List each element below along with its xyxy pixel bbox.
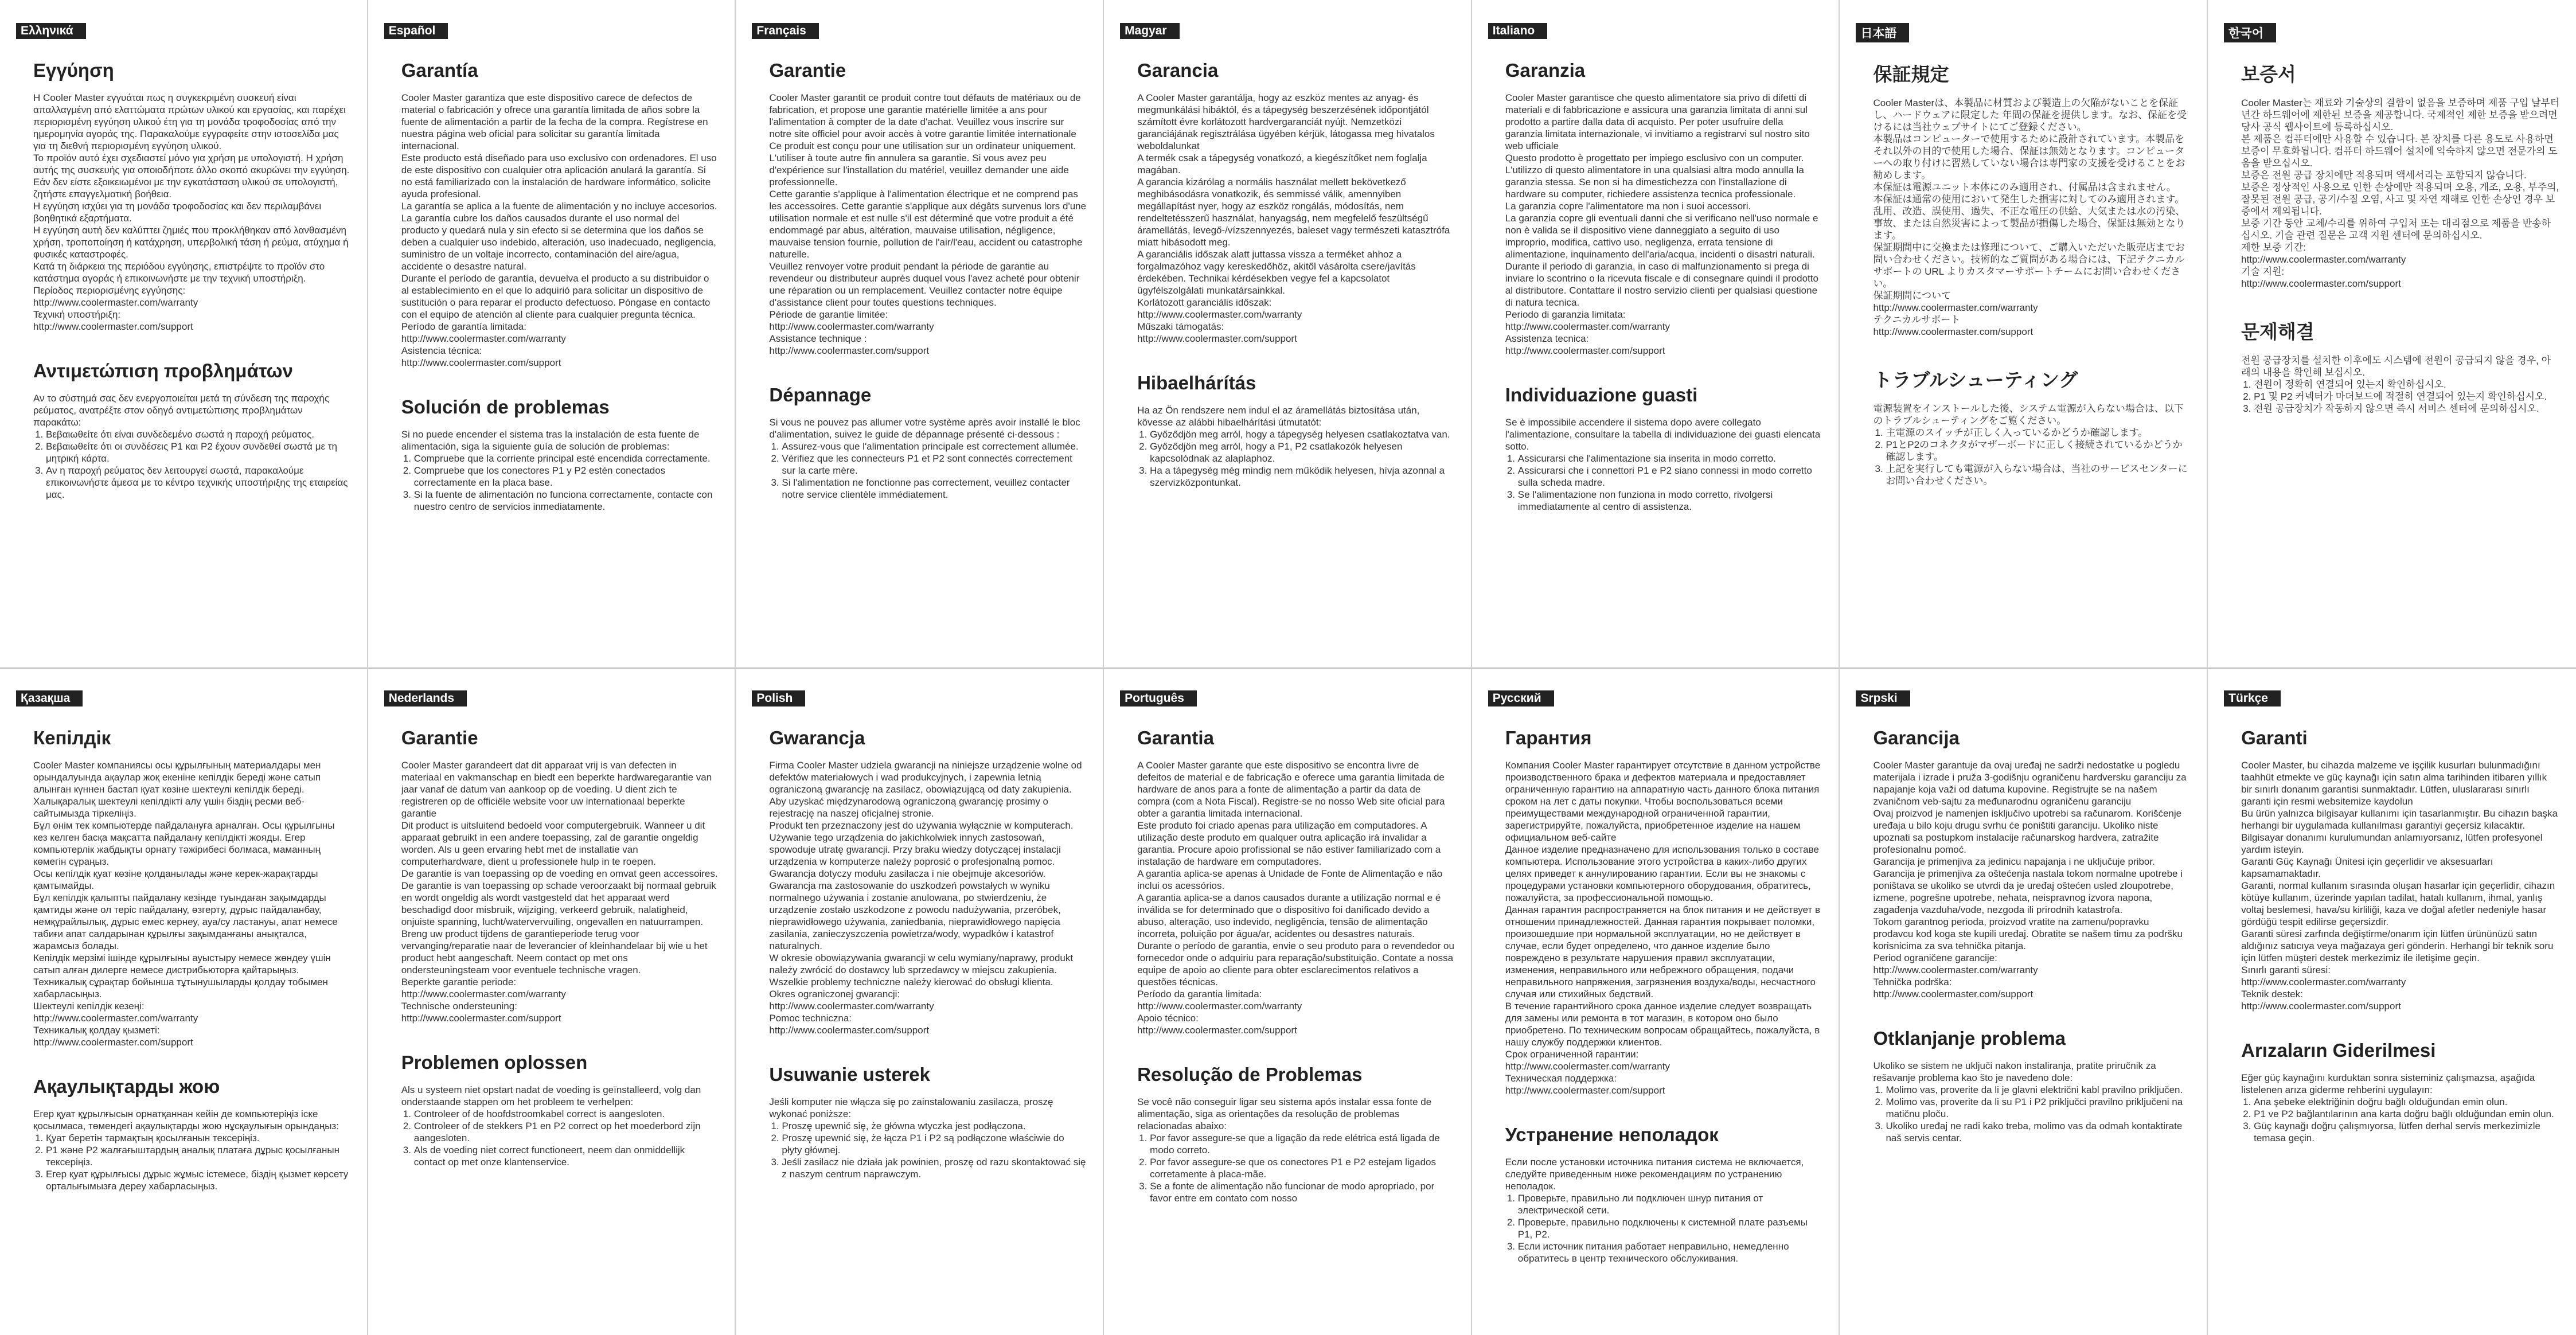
troubleshooting-step: 3. Αν η παροχή ρεύματος δεν λειτουργεί σωστά, παρακαλούμε επικοινωνήστε άμεσα με το κέντρο τεχνικής υποστήριξης της εταιρείας μας. [46, 464, 351, 501]
troubleshooting-steps [769, 1120, 1087, 1180]
language-tab: Magyar [1120, 23, 1180, 39]
warranty-title: Garantía [401, 60, 478, 81]
warranty-body: Η Cooler Master εγγυάται πως η συγκεκριμένη συσκευή είναι απαλλαγμένη από ελαττώματα πρώτων υλικού και εργασίας, και παρέχει περιορισμένη εγγύηση υλικού έτη για τη μονάδα τροφοδοσίας από την ημερομηνία αγοράς της. Παρακαλούμε εγγραφείτε στην ιστοσελίδα μας για τη διεθνή περιορισμένη εγγύηση υλικού. Το προϊόν αυτό έχει σχεδιαστεί μόνο για χρήση με υπολογιστή. Η χρήση αυτής της συσκευής για οποιοδήποτε άλλο σκοπό ακυρώνει την εγγύηση. Εάν δεν είστε εξοικειωμένοι με την εγκατάσταση υλικού σε υπολογιστή, ζητήστε επαγγελματική βοήθεια. Η εγγύηση ισχύει για τη μονάδα τροφοδοσίας και δεν περιλαμβάνει βοηθητικά εξαρτήματα. Η εγγύηση αυτή δεν καλύπτει ζημιές που προκλήθηκαν από λανθασμένη χρήση, τροποποίηση ή κατάχρηση, υπερβολική τάση ή ρεύμα, ατύχημα ή φυσικές καταστροφές. Κατά τη διάρκεια της περιόδου εγγύησης, επιστρέψτε το προϊόν στο κατάστημα αγοράς ή επικοινωνήστε με την τεχνική υποστήριξη. [33, 92, 350, 284]
troubleshooting-steps [1505, 452, 1823, 513]
language-column [736, 668, 1104, 1335]
language-tab: Ελληνικά [16, 23, 86, 39]
language-column [1104, 0, 1472, 668]
troubleshooting-step: 3. Ukoliko uređaj ne radi kako treba, molimo vas da odmah kontaktirate naš servis centar. [1886, 1120, 2191, 1144]
troubleshooting-steps [2241, 378, 2560, 415]
support-label: Assistance technique : [769, 333, 867, 344]
warranty-title: Garantia [1137, 727, 1214, 748]
troubleshooting-intro: Ukoliko se sistem ne uključi nakon instaliranja, pratite priručnik za rešavanje problema kao što je navedeno dole: [1873, 1060, 2159, 1083]
warranty-period-label: Period ograničene garancije: [1873, 953, 1997, 963]
warranty-url[interactable]: http://www.coolermaster.com/warranty [2241, 977, 2406, 987]
support-url[interactable]: http://www.coolermaster.com/support [2241, 1001, 2401, 1012]
troubleshooting-step: 2. Controleer of de stekkers P1 en P2 correct op het moederbord zijn aangesloten. [414, 1120, 719, 1144]
warranty-period-label: Sınırlı garanti süresi: [2241, 965, 2331, 975]
troubleshooting-steps [1873, 427, 2191, 487]
support-url[interactable]: http://www.coolermaster.com/support [2241, 278, 2401, 289]
troubleshooting-step: 1. Assicurarsi che l'alimentazione sia inserita in modo corretto. [1518, 452, 1823, 464]
support-label: Teknik destek: [2241, 989, 2303, 1000]
troubleshooting-step: 2. P1 ve P2 bağlantılarının ana karta doğru bağlı olduğundan emin olun. [2254, 1108, 2560, 1120]
warranty-title: Garancia [1137, 60, 1219, 81]
troubleshooting-steps [1137, 1132, 1455, 1204]
language-column [368, 0, 736, 668]
troubleshooting-step: 1. Ana şebeke elektriğinin doğru bağlı olduğundan emin olun. [2254, 1096, 2560, 1108]
language-column [0, 0, 368, 668]
troubleshooting-step: 2. P1 및 P2 커넥터가 마더보드에 적절히 연결되어 있는지 확인하십시오. [2254, 391, 2560, 403]
support-label: Техническая поддержка: [1505, 1073, 1617, 1084]
warranty-url[interactable]: http://www.coolermaster.com/warranty [769, 321, 934, 332]
troubleshooting-step: 2. Molimo vas, proverite da li su P1 i P2 priključci pravilno priključeni na matičnu ploču. [1886, 1096, 2191, 1120]
warranty-body: A Cooler Master garante que este dispositivo se encontra livre de defeitos de material e de fabricação e oferece uma garantia limitada de hardware de anos para a fonte de alimentação a partir da data de compra (com a Nota Fiscal). Registre-se no nosso Web site oficial para obter a garantia limitada internacional. Este produto foi criado apenas para utilização em computadores. A utilização deste produto em qualquer outra aplicação irá invalidar a garantia. Procure apoio profissional se não estiver familiarizado com a instalação de hardware em computadores. A garantia aplica-se apenas à Unidade de Fonte de Alimentação e não inclui os acessórios. A garantia aplica-se a danos causados durante a utilização normal e é inválida se for determinado que o dispositivo foi danificado devido a abuso, alteração, uso indevido, negligência, tensão de alimentação incorreta, poluição por água/ar, acidentes ou desastres naturais. Durante o período de garantia, envie o seu produto para o revendedor ou fornecedor onde o adquiriu para reparação/substituição. Contate a nossa equipe de apoio ao cliente para obter esclarecimentos relativos a questões técnicas. [1137, 760, 1454, 987]
troubleshooting-steps [769, 440, 1087, 501]
troubleshooting-step: 2. Assicurarsi che i connettori P1 e P2 siano connessi in modo corretto sulla scheda madre. [1518, 464, 1823, 489]
troubleshooting-step: 2. Por favor assegure-se que os conectores P1 e P2 estejam ligados corretamente à placa-mãe. [1150, 1156, 1455, 1180]
support-url[interactable]: http://www.coolermaster.com/support [1505, 1085, 1665, 1096]
troubleshooting-title: Solución de problemas [401, 396, 610, 417]
support-label: Τεχνική υποστήριξη: [33, 309, 121, 320]
language-column [0, 668, 368, 1335]
warranty-body: Cooler Master garantuje da ovaj uređaj ne sadrži nedostatke u pogledu materijala i izrade i pruža 3-godišnju ograničenu hardversku garanciju za napajanje koja važi od datuma kupovine. Registrujte se na našem zvaničnom veb-sajtu za međunarodnu ograničenu garanciju Ovaj proizvod je namenjen isključivo upotrebi sa računarom. Korišćenje uređaja u bilo koju drugu svrhu će poništiti garanciju. Ukoliko niste upoznati sa postupkom instalacije računarskog hardvera, zatražite profesionalnu pomoć. Garancija je primenjiva za jedinicu napajanja i ne uključuje pribor. Garancija je primenjiva za oštećenja nastala tokom normalne upotrebe i poništava se ukoliko se utvrdi da je uređaj oštećen usled zloupotrebe, izmene, pogrešne upotrebe, nehata, neispravnog izvora napona, zagađenja vazduha/vode, nezgoda ili prirodnih katastrofa. Tokom garantnog perioda, proizvod vratite na zamenu/popravku prodavcu kod koga ste kupili uređaj. Obratite se našem timu za podršku korisnicima za sva tehnička pitanja. [1873, 760, 2187, 951]
support-label: Pomoc techniczna: [769, 1013, 852, 1024]
troubleshooting-title: トラブルシューティング [1873, 369, 2078, 391]
warranty-period-label: Période de garantie limitée: [769, 309, 888, 320]
warranty-body: Cooler Master компаниясы осы құрылғының материалдары мен орындалуында ақаулар жоқ екеніне кепілдік береді және сатып алынған күннен бастап қуат көзіне шектеулі кепілдік береді. Халықаралық шектеулі кепілдікті алу үшін біздің ресми веб-сайтымызда тіркеліңіз. Бұл өнім тек компьютерде пайдалануға арналған. Осы құрылғыны кез келген басқа мақсатта пайдалану кепілдікті жояды. Егер компьютерлік жабдықты орнату тәжірибесі болмаса, маманның көмегін сұраңыз. Осы кепілдік қуат көзіне қолданылады және керек-жарақтарды қамтымайды. Бұл кепілдік қалыпты пайдалану кезінде туындаған зақымдарды қамтиды және ол теріс пайдалану, өзгерту, дұрыс пайдаланбау, немқұрайлылық, дұрыс емес кернеу, ауа/су ластануы, апат немесе табиғи апат салдарынан құрылғы зақымданғаны анықталса, жарамсыз болады. Кепілдік мерзімі ішінде құрылғыны ауыстыру немесе жөндеу үшін сатып алған дилерге немесе дистрибьюторға қайтарыңыз. Техникалық сұрақтар бойынша тұтынушыларды қолдау тобымен хабарласыңыз. [33, 760, 338, 1000]
warranty-url[interactable]: http://www.coolermaster.com/warranty [1505, 321, 1670, 332]
warranty-title: 保証規定 [1873, 64, 1949, 85]
language-tab: Español [384, 23, 448, 39]
warranty-title: Garantie [401, 727, 478, 748]
support-url[interactable]: http://www.coolermaster.com/support [769, 1025, 930, 1036]
warranty-period-label: 제한 보증 기간: [2241, 242, 2306, 253]
language-tab: Italiano [1488, 23, 1548, 39]
warranty-url[interactable]: http://www.coolermaster.com/warranty [401, 333, 566, 344]
warranty-title: Garantie [769, 60, 846, 81]
support-url[interactable]: http://www.coolermaster.com/support [1873, 989, 2034, 1000]
troubleshooting-intro: Егер қуат құрылғысын орнатқаннан кейін де компьютеріңіз іске қосылмаса, төмендегі ақаулықтарды жою нұсқаулығын орындаңыз: [33, 1108, 339, 1131]
language-column [368, 668, 736, 1335]
troubleshooting-step: 3. Ha a tápegység még mindig nem működik helyesen, hívja azonnal a szervizközpontunkat. [1150, 464, 1455, 489]
warranty-url[interactable]: http://www.coolermaster.com/warranty [1137, 1001, 1302, 1012]
troubleshooting-title: Resolução de Problemas [1137, 1064, 1363, 1085]
warranty-title: Garanti [2241, 727, 2308, 748]
bottom-row [0, 668, 2576, 1335]
support-url[interactable]: http://www.coolermaster.com/support [33, 1037, 193, 1048]
troubleshooting-step: 3. 전원 공급장치가 작동하지 않으면 즉시 서비스 센터에 문의하십시오. [2254, 403, 2560, 415]
troubleshooting-intro: 전원 공급장치를 설치한 이후에도 시스템에 전원이 공급되지 않을 경우, 아래의 내용을 확인해 보십시오. [2241, 355, 2551, 378]
warranty-title: Кепілдік [33, 727, 111, 748]
troubleshooting-step: 2. P1 және P2 жалғағыштардың аналық платаға дұрыс қосылғанын тексеріңіз. [46, 1144, 351, 1168]
troubleshooting-intro: Αν το σύστημά σας δεν ενεργοποιείται μετά τη σύνδεση της παροχής ρεύματος, ανατρέξτε στον οδηγό αντιμετώπισης προβλημάτων παρακάτω: [33, 393, 332, 428]
troubleshooting-intro: Jeśli komputer nie włącza się po zainstalowaniu zasilacza, proszę wykonać poniższe: [769, 1096, 1056, 1119]
troubleshooting-step: 1. 전원이 정확히 연결되어 있는지 확인하십시오. [2254, 378, 2560, 391]
warranty-period-label: Período da garantia limitada: [1137, 989, 1262, 1000]
warranty-title: 보증서 [2241, 64, 2296, 85]
troubleshooting-step: 1. Proszę upewnić się, że główna wtyczka jest podłączona. [782, 1120, 1087, 1132]
language-tab: Қазақша [16, 690, 83, 706]
language-column [1840, 0, 2208, 668]
warranty-body: Cooler Masterは、本製品に材質および製造上の欠陥がないことを保証し、ハードウェアに限定した 年間の保証を提供します。なお、保証を受けるには当社ウェブサイトにてご登録ください。 本製品はコンピューターで使用するために設計されています。本製品をそれ以外の目的で使用した場合、保証は無効となります。コンピューターへの取り付けに習熟していない場合は専門家の支援を受けることをお勧めします。 本保証は電源ユニット本体にのみ適用され、付属品は含まれません。 本保証は通常の使用において発生した損害に対してのみ適用されます。乱用、改造、誤使用、過失、不正な電圧の供給、大気または水の汚染、事故、または自然災害によって製品が損傷した場合、保証は無効となります。 保証期間中に交換または修理について、ご購入いただいた販売店までお問い合わせください。技術的なご質問がある場合には、下記テクニカルサポートの URL よりカスタマーサポートチームにお問い合わせください。 [1873, 97, 2187, 289]
troubleshooting-step: 3. Jeśli zasilacz nie działa jak powinien, proszę od razu skontaktować się z naszym centrum naprawczym. [782, 1156, 1087, 1180]
troubleshooting-steps [2241, 1096, 2560, 1144]
troubleshooting-intro: Si vous ne pouvez pas allumer votre système après avoir installé le bloc d'alimentation, suivez le guide de dépannage présenté ci-dessous : [769, 417, 1083, 440]
support-url[interactable]: http://www.coolermaster.com/support [1873, 326, 2034, 337]
warranty-title: Εγγύηση [33, 60, 114, 81]
troubleshooting-title: Ақаулықтарды жою [33, 1076, 220, 1097]
warranty-title: Garanzia [1505, 60, 1586, 81]
troubleshooting-step: 2. Proszę upewnić się, że łącza P1 i P2 są podłączone właściwie do płyty głównej. [782, 1132, 1087, 1156]
warranty-period-label: Шектеулі кепілдік кезеңі: [33, 1001, 145, 1012]
troubleshooting-step: 3. Se a fonte de alimentação não funcionar de modo apropriado, por favor entre em contato com nosso [1150, 1180, 1455, 1204]
troubleshooting-step: 1. Βεβαιωθείτε ότι είναι συνδεδεμένο σωστά η παροχή ρεύματος. [46, 428, 351, 440]
troubleshooting-steps [33, 428, 351, 501]
support-label: テクニカルサポート [1873, 314, 1961, 325]
warranty-period-label: Περίοδος περιορισμένης εγγύησης: [33, 285, 186, 296]
troubleshooting-steps [33, 1132, 351, 1192]
troubleshooting-step: 3. Güç kaynağı doğru çalışmıyorsa, lütfen derhal servis merkezimizle temasa geçin. [2254, 1120, 2560, 1144]
troubleshooting-intro: Ha az Ön rendszere nem indul el az áramellátás biztosítása után, kövesse az alábbi hibaelhárítási útmutatót: [1137, 405, 1423, 428]
language-column [1472, 0, 1840, 668]
language-tab: Türkçe [2224, 690, 2281, 706]
troubleshooting-title: Otklanjanje problema [1873, 1028, 2066, 1049]
warranty-title: Gwarancja [769, 727, 865, 748]
troubleshooting-step: 3. Se l'alimentazione non funziona in modo corretto, rivolgersi immediatamente al centro di assistenza. [1518, 489, 1823, 513]
troubleshooting-title: Usuwanie usterek [769, 1064, 930, 1085]
language-column [2208, 668, 2576, 1335]
troubleshooting-title: Dépannage [769, 384, 872, 405]
warranty-body: Cooler Master garantiza que este dispositivo carece de defectos de material o fabricación y ofrece una garantía limitada de años sobre la fuente de alimentación a partir de la fecha de la compra. Regístrese en nuestra página web oficial para solicitar su garantía limitada internacional. Este producto está diseñado para uso exclusivo con ordenadores. El uso de este dispositivo con cualquier otra aplicación anulará la garantía. Si no está familiarizado con la instalación de hardware informático, solicite ayuda profesional. La garantía se aplica a la fuente de alimentación y no incluye accesorios. La garantía cubre los daños causados durante el uso normal del producto y quedará nula y sin efecto si se determina que los daños se deben a cualquier uso indebido, alteración, uso inadecuado, negligencia, suministro de un voltaje incorrecto, contaminación del aire/agua, accidente o desastre natural. Durante el período de garantía, devuelva el producto a su distribuidor o al establecimiento en el que lo adquirió para solicitar un dispositivo de sustitución o para reparar el producto defectuoso. Póngase en contacto con el equipo de atención al cliente para cualquier pregunta técnica. [401, 92, 717, 320]
warranty-url[interactable]: http://www.coolermaster.com/warranty [33, 1013, 198, 1024]
support-url[interactable]: http://www.coolermaster.com/support [401, 1013, 561, 1024]
troubleshooting-title: Problemen oplossen [401, 1052, 588, 1073]
troubleshooting-step: 3. Егер қуат құрылғысы дұрыс жұмыс істемесе, біздің қызмет көрсету орталығымызға дереу хабарласыңыз. [46, 1168, 351, 1192]
troubleshooting-step: 1. Molimo vas, proverite da li je glavni električni kabl pravilno priključen. [1886, 1084, 2191, 1096]
troubleshooting-intro: Eğer güç kaynağını kurduktan sonra sisteminiz çalışmazsa, aşağıda listelenen arıza giderme rehberini uygulayın: [2241, 1072, 2538, 1095]
troubleshooting-step: 2. Győződjön meg arról, hogy a P1, P2 csatlakozók helyesen kapcsolódnak az alaplaphoz. [1150, 440, 1455, 464]
troubleshooting-step: 3. 上記を実行しても電源が入らない場合は、当社のサービスセンターにお問い合わせください。 [1886, 463, 2191, 487]
troubleshooting-step: 2. Проверьте, правильно подключены к системной плате разъемы P1, P2. [1518, 1216, 1823, 1240]
troubleshooting-step: 1. Проверьте, правильно ли подключен шнур питания от электрической сети. [1518, 1192, 1823, 1216]
support-label: Asistencia técnica: [401, 345, 482, 356]
troubleshooting-step: 2. P1とP2のコネクタがマザーボードに正しく接続されているかどうか確認します。 [1886, 439, 2191, 463]
warranty-url[interactable]: http://www.coolermaster.com/warranty [401, 989, 566, 1000]
language-tab: 한국어 [2224, 23, 2276, 42]
warranty-url[interactable]: http://www.coolermaster.com/warranty [1505, 1061, 1670, 1072]
troubleshooting-title: Αντιμετώπιση προβλημάτων [33, 360, 293, 381]
troubleshooting-step: 3. Als de voeding niet correct functioneert, neem dan onmiddellijk contact op met onze klantenservice. [414, 1144, 719, 1168]
troubleshooting-title: Individuazione guasti [1505, 384, 1698, 405]
support-url[interactable]: http://www.coolermaster.com/support [33, 321, 193, 332]
language-tab: Nederlands [384, 690, 467, 706]
warranty-body: Cooler Master는 재료와 기술상의 결함이 없음을 보증하며 제품 구입 날부터 년간 하드웨어에 제한된 보증을 제공합니다. 국제적인 제한 보증을 받으려면 당사 공식 웹사이트에 등록하십시오. 본 제품은 컴퓨터에만 사용할 수 있습니다. 본 장치를 다른 용도로 사용하면 보증이 무효화됩니다. 컴퓨터 하드웨어 설치에 익숙하지 않으면 전문가의 도움을 받으십시오. 보증은 전원 공급 장치에만 적용되며 액세서리는 포함되지 않습니다. 보증은 정상적인 사용으로 인한 손상에만 적용되며 오용, 개조, 오용, 부주의, 잘못된 전원 공급, 공기/수질 오염, 사고 및 자연 재해로 인한 손상인 경우 보증에서 제외됩니다. 보증 기간 동안 교체/수리를 위하여 구입처 또는 대리점으로 제품을 반송하십시오. 기술 관련 질문은 고객 지원 센터에 문의하십시오. [2241, 97, 2560, 241]
language-column [2208, 0, 2576, 668]
troubleshooting-intro: Se è impossibile accendere il sistema dopo avere collegato l'alimentazione, consultare la tabella di individuazione dei guasti elencata sotto. [1505, 417, 1823, 452]
warranty-period-label: Срок ограниченной гарантии: [1505, 1049, 1639, 1060]
troubleshooting-step: 2. Compruebe que los conectores P1 y P2 estén conectados correctamente en la placa base. [414, 464, 719, 489]
troubleshooting-intro: 電源装置をインストールした後、システム電源が入らない場合は、以下のトラブルシューティングをご覧ください。 [1873, 403, 2184, 426]
support-label: Tehnička podrška: [1873, 977, 1952, 987]
support-url[interactable]: http://www.coolermaster.com/support [769, 345, 930, 356]
troubleshooting-step: 1. Por favor assegure-se que a ligação da rede elétrica está ligada de modo correto. [1150, 1132, 1455, 1156]
troubleshooting-steps [1137, 428, 1455, 489]
warranty-period-label: Periodo di garanzia limitata: [1505, 309, 1626, 320]
troubleshooting-intro: Si no puede encender el sistema tras la instalación de esta fuente de alimentación, siga la siguiente guía de solución de problemas: [401, 429, 702, 452]
troubleshooting-step: 1. Assurez-vous que l'alimentation principale est correctement allumée. [782, 440, 1087, 452]
support-label: 기술 지원: [2241, 266, 2285, 277]
support-label: Техникалық қолдау қызметі: [33, 1025, 160, 1036]
warranty-title: Гарантия [1505, 727, 1592, 748]
warranty-url[interactable]: http://www.coolermaster.com/warranty [1137, 309, 1302, 320]
support-url[interactable]: http://www.coolermaster.com/support [401, 357, 561, 368]
warranty-body: A Cooler Master garantálja, hogy az eszköz mentes az anyag- és megmunkálási hibáktól, és a tápegység beszerzésének időpontjától számított évre korlátozott hardvergaranciát nyújt. Nemzetközi garanciájának regisztrálása ügyében kérjük, látogassa meg hivatalos weboldalunkat A termék csak a tápegység vonatkozó, a kiegészítőket nem foglalja magában. A garancia kizárólag a normális használat mellett bekövetkező meghibásodásra vonatkozik, és semmissé válik, amennyiben megállapítást nyer, hogy az eszköz rongálás, módosítás, nem rendeltetésszerű használat, hanyagság, nem megfelelő feszültségű áramellátás, levegő-/vízszennyezés, baleset vagy természeti katasztrófa miatt hibásodott meg. A garanciális időszak alatt juttassa vissza a terméket ahhoz a forgalmazóhoz vagy kereskedőhöz, akitől vásárolta csere/javítás érdekében. Technikai kérdésekben vegye fel a kapcsolatot ügyfélszolgálati munkatársainkkal. [1137, 92, 1450, 296]
support-url[interactable]: http://www.coolermaster.com/support [1137, 1025, 1297, 1036]
support-label: Apoio técnico: [1137, 1013, 1199, 1024]
support-label: Műszaki támogatás: [1137, 321, 1224, 332]
troubleshooting-steps [1505, 1192, 1823, 1264]
troubleshooting-step: 1. Compruebe que la corriente principal esté encendida correctamente. [414, 452, 719, 464]
troubleshooting-step: 3. Si la fuente de alimentación no funciona correctamente, contacte con nuestro centro de servicios inmediatamente. [414, 489, 719, 513]
language-tab: Português [1120, 690, 1197, 706]
troubleshooting-step: 1. Қуат беретін тармақтың қосылғанын тексеріңіз. [46, 1132, 351, 1144]
warranty-url[interactable]: http://www.coolermaster.com/warranty [769, 1001, 934, 1012]
language-column [1472, 668, 1840, 1335]
troubleshooting-title: Arızaların Giderilmesi [2241, 1040, 2436, 1061]
troubleshooting-step: 1. Győződjön meg arról, hogy a tápegység helyesen csatlakoztatva van. [1150, 428, 1455, 440]
warranty-body: Cooler Master garandeert dat dit apparaat vrij is van defecten in materiaal en vakmanschap en biedt een beperkte hardwaregarantie van jaar vanaf de datum van aankoop op de voeding. U dient zich te registreren op de officiële website voor uw internationaal beperkte garantie Dit product is uitsluitend bedoeld voor computergebruik. Wanneer u dit apparaat gebruikt in een andere toepassing, zal de garantie ongeldig worden. Als u geen ervaring hebt met de installatie van computerhardware, dient u professionele hulp in te roepen. De garantie is van toepassing op de voeding en omvat geen accessoires. De garantie is van toepassing op schade veroorzaakt bij normaal gebruik en wordt ongeldig als wordt vastgesteld dat het apparaat werd beschadigd door misbruik, wijziging, verkeerd gebruik, nalatigheid, onjuiste spanning, lucht/watervervuiling, ongevallen en natuurrampen. Breng uw product tijdens de garantieperiode terug voor vervanging/reparatie naar de leverancier of kleinhandelaar bij wie u het product hebt aangeschaft. Neem contact op met ons ondersteuningsteam voor eventuele technische vragen. [401, 760, 718, 975]
troubleshooting-title: 문제해결 [2241, 321, 2315, 342]
troubleshooting-step: 2. Vérifiez que les connecteurs P1 et P2 sont connectés correctement sur la carte mère. [782, 452, 1087, 477]
troubleshooting-intro: Если после установки источника питания система не включается, следуйте приведенным ниже рекомендациям по устранению неполадок. [1505, 1157, 1807, 1192]
language-column [1840, 668, 2208, 1335]
support-label: Technische ondersteuning: [401, 1001, 517, 1012]
warranty-body: Компания Cooler Master гарантирует отсутствие в данном устройстве производственного брака и дефектов материала и предоставляет ограниченную гарантию на аппаратную часть данного блока питания сроком на лет с даты покупки. Чтобы воспользоваться всеми преимуществами международной ограниченной гарантии, зарегистрируйте, пожалуйста, приобретенное изделие на нашем официальном веб-сайте Данное изделие предназначено для использования только в составе компьютера. Использование этого устройства в каких-либо других целях приведет к аннулированию гарантии. Если вы не знакомы с процедурами установки компьютерного оборудования, обратитесь, пожалуйста, за профессиональной помощью. Данная гарантия распространяется на блок питания и не действует в отношении принадлежностей. Данная гарантия покрывает поломки, произошедшие при нормальной эксплуатации, но не действует в случае, если будет определено, что данное изделие было повреждено в результате нарушения правил эксплуатации, изменения, неправильного или небрежного обращения, подачи неправильного напряжения, загрязнения воздуха/воды, несчастного случая или стихийных бедствий. В течение гарантийного срока данное изделие следует возвращать для замены или ремонта в тот магазин, в котором оно было приобретено. По техническим вопросам обращайтесь, пожалуйста, в нашу службу поддержки клиентов. [1505, 760, 1821, 1048]
warranty-body: Cooler Master garantisce che questo alimentatore sia privo di difetti di materiali e di fabbricazione e assicura una garanzia limitata di anni sul prodotto a partire dalla data di acquisto. Per poter usufruire della garanzia limitata internazionale, vi invitiamo a registrarvi sul nostro sito web ufficiale Questo prodotto è progettato per impiego esclusivo con un computer. L'utilizzo di questo alimentatore in una qualsiasi altra modo annulla la garanzia stessa. Se non si ha dimestichezza con l'installazione di hardware su computer, richiedere assistenza tecnica professionale. La garanzia copre l'alimentatore ma non i suoi accessori. La garanzia copre gli eventuali danni che si verificano nell'uso normale e non è valida se il dispositivo viene danneggiato a seguito di uso improprio, modifica, cattivo uso, negligenza, errata tensione di alimentazione, inquinamento dell'aria/acqua, incidenti o disastri naturali. Durante il periodo di garanzia, in caso di malfunzionamento si prega di inviare lo scontrino o la ricevuta fiscale e di consegnare quindi il prodotto al distributore. Contattare il nostro servizio clienti per qualsiasi questione di natura tecnica. [1505, 92, 1818, 308]
troubleshooting-step: 3. Si l'alimentation ne fonctionne pas correctement, veuillez contacter notre service clientèle immédiatement. [782, 477, 1087, 501]
warranty-title: Garancija [1873, 727, 1960, 748]
language-tab: 日本語 [1856, 23, 1909, 42]
warranty-body: Firma Cooler Master udziela gwarancji na niniejsze urządzenie wolne od defektów materiałowych i wad produkcyjnych, i zapewnia letnią ograniczoną gwarancję na zasilacz, obowiązującą od daty zakupienia. Aby uzyskać międzynarodową ograniczoną gwarancję prosimy o rejestrację na naszej oficjalnej stronie. Produkt ten przeznaczony jest do używania wyłącznie w komputerach. Używanie tego urządzenia do jakichkolwiek innych zastosowań, spowoduje utratę gwarancji. Przy braku wiedzy dotyczącej instalacji urządzenia w komputerze należy poprosić o profesjonalną pomoc. Gwarancja dotyczy modułu zasilacza i nie obejmuje akcesoriów. Gwarancja ma zastosowanie do uszkodzeń powstałych w wyniku normalnego używania i zostanie anulowana, po stwierdzeniu, że urządzenie zostało uszkodzone z powodu nadużywania, przeróbek, nieprawidłowego używania, zaniedbania, nieprawidłowego napięcia zasilania, zanieczyszczenia powietrza/wody, wypadków i katastrof naturalnych. W okresie obowiązywania gwarancji w celu wymiany/naprawy, produkt należy zwrócić do dostawcy lub sprzedawcy w miejscu zakupienia. Wszelkie problemy techniczne należy kierować do obsługi klienta. [769, 760, 1082, 987]
troubleshooting-title: Hibaelhárítás [1137, 372, 1256, 393]
troubleshooting-intro: Se você não conseguir ligar seu sistema após instalar essa fonte de alimentação, siga as orientações da resolução de problemas relacionadas abaixo: [1137, 1096, 1434, 1131]
language-tab: Français [752, 23, 818, 39]
language-tab: Polish [752, 690, 805, 706]
troubleshooting-step: 3. Если источник питания работает неправильно, немедленно обратитесь в центр технического обслуживания. [1518, 1240, 1823, 1264]
troubleshooting-intro: Als u systeem niet opstart nadat de voeding is geïnstalleerd, volg dan onderstaande stappen om het probleem te verhelpen: [401, 1084, 704, 1107]
troubleshooting-steps [401, 452, 719, 513]
language-tab: Srpski [1856, 690, 1910, 706]
warranty-url[interactable]: http://www.coolermaster.com/warranty [1873, 965, 2038, 975]
language-column [1104, 668, 1472, 1335]
support-url[interactable]: http://www.coolermaster.com/support [1137, 333, 1297, 344]
warranty-period-label: Okres ograniczonej gwarancji: [769, 989, 900, 1000]
warranty-period-label: Korlátozott garanciális időszak: [1137, 297, 1272, 308]
support-url[interactable]: http://www.coolermaster.com/support [1505, 345, 1665, 356]
troubleshooting-step: 1. Controleer of de hoofdstroomkabel correct is aangesloten. [414, 1108, 719, 1120]
troubleshooting-step: 2. Βεβαιωθείτε ότι οι συνδέσεις P1 και P2 έχουν συνδεθεί σωστά με τη μητρική κάρτα. [46, 440, 351, 464]
language-column [736, 0, 1104, 668]
troubleshooting-step: 1. 主電源のスイッチが正しく入っているかどうか確認します。 [1886, 427, 2191, 439]
warranty-url[interactable]: http://www.coolermaster.com/warranty [33, 297, 198, 308]
warranty-body: Cooler Master garantit ce produit contre tout défauts de matériaux ou de fabrication, et propose une garantie matérielle limitée a ans pour l'alimentation à compter de la date d'achat. Veuillez vous inscrire sur notre site officiel pour avoir accès à votre garantie limitée internationale Ce produit est conçu pour une utilisation sur un ordinateur uniquement. L'utiliser à toute autre fin annulera sa garantie. Si vous avez peu d'expérience sur l'installation du matériel, veuillez demander une aide professionnelle. Cette garantie s'applique à l'alimentation électrique et ne comprend pas les accessoires. Cette garantie s'applique aux dégâts survenus lors d'une utilisation normale et est nulle s'il est déterminé que votre produit a été endommagé par abus, altération, mauvaise utilisation, négligence, mauvaise tension fournie, pollution de l'air/l'eau, accident ou catastrophe naturelle. Veuillez renvoyer votre produit pendant la période de garantie au revendeur ou distributeur auprès duquel vous l'avez acheté pour obtenir une réparation ou un remplacement. Veuillez contacter notre équipe d'assistance client pour toutes questions techniques. [769, 92, 1087, 308]
warranty-period-label: Beperkte garantie periode: [401, 977, 517, 987]
troubleshooting-title: Устранение неполадок [1505, 1124, 1719, 1145]
warranty-period-label: 保証期間について [1873, 290, 1951, 301]
language-tab: Русский [1488, 690, 1554, 706]
warranty-url[interactable]: http://www.coolermaster.com/warranty [1873, 302, 2038, 313]
warranty-body: Cooler Master, bu cihazda malzeme ve işçilik kusurları bulunmadığını taahhüt etmekte ve güç kaynağı için satın alma tarihinden itibaren yıllık bir sınırlı donanım garantisi sunmaktadır. Lütfen, uluslararası sınırlı garanti için resmi websitemize kaydolun Bu ürün yalnızca bilgisayar kullanımı için tasarlanmıştır. Bu cihazın başka herhangi bir uygulamada kullanılması garantiyi geçersiz kılacaktır. Bilgisayar donanımı kurulumundan anlamıyorsanız, lütfen profesyonel yardım isteyin. Garanti Güç Kaynağı Ünitesi için geçerlidir ve aksesuarları kapsamamaktadır. Garanti, normal kullanım sırasında oluşan hasarlar için geçerlidir, cihazın kötüye kullanım, üzerinde yapılan tadilat, hatalı kullanım, ihmal, yanlış voltaj beslemesi, hava/su kirliliği, kaza ve doğal afetler nedeniyle hasar gördüğü tespit edilirse geçersizdir. Garanti süresi zarfında değiştirme/onarım için lütfen ürününüzü satın aldığınız satıcıya veya mağazaya geri gönderin. Herhangi bir teknik soru için lütfen müşteri destek merkezimiz ile iletişime geçin. [2241, 760, 2558, 963]
warranty-url[interactable]: http://www.coolermaster.com/warranty [2241, 254, 2406, 265]
support-label: Assistenza tecnica: [1505, 333, 1589, 344]
warranty-period-label: Período de garantía limitada: [401, 321, 526, 332]
troubleshooting-steps [401, 1108, 719, 1168]
troubleshooting-steps [1873, 1084, 2191, 1144]
